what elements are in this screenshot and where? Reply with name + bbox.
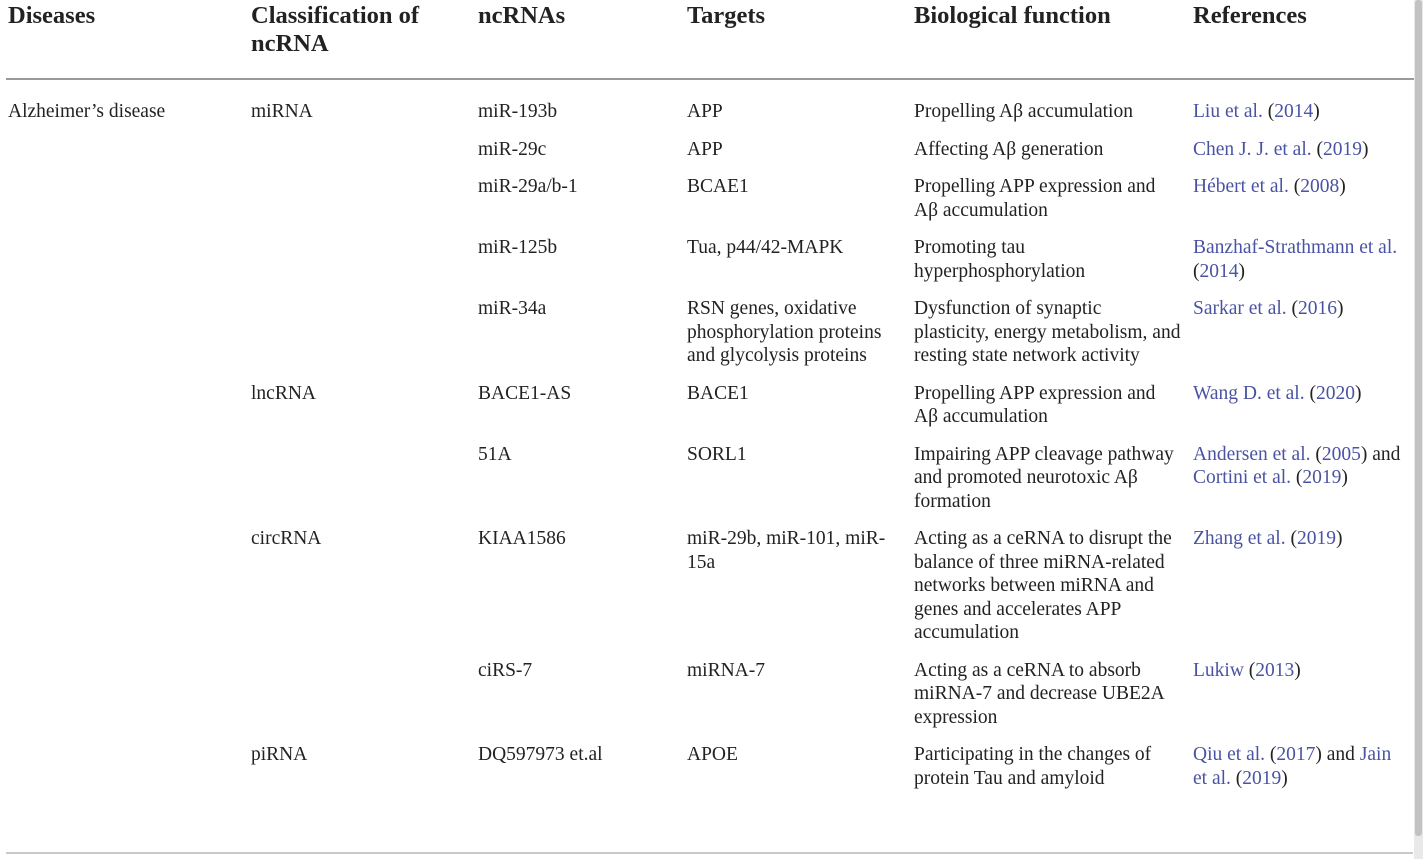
cell-references: Andersen et al. (2005) and Cortini et al. (2019) xyxy=(1193,443,1401,488)
cell-biological-function: Propelling APP expression and Aβ accumulation xyxy=(914,382,1156,427)
cell-targets: Tua, p44/42-MAPK xyxy=(687,237,844,258)
cell-ncrna: 51A xyxy=(478,443,512,465)
cell-disease xyxy=(6,659,249,744)
cell-targets: miRNA-7 xyxy=(687,659,765,681)
cell-references: Wang D. et al. (2020) xyxy=(1193,382,1362,404)
cell-classification xyxy=(249,175,476,236)
cell-classification: piRNA xyxy=(251,744,308,765)
cell-biological-function: Affecting Aβ generation xyxy=(914,138,1104,160)
cell-targets: BCAE1 xyxy=(687,176,749,197)
cell-classification xyxy=(249,443,476,528)
reference-year-link[interactable]: 2013 xyxy=(1255,659,1295,681)
cell-disease xyxy=(6,236,249,297)
table-row xyxy=(6,297,1414,382)
cell-references: Zhang et al. (2019) xyxy=(1193,528,1343,549)
cell-references: Sarkar et al. (2016) xyxy=(1193,298,1344,319)
scrollbar-thumb[interactable] xyxy=(1415,0,1422,836)
header-ncrnas: ncRNAs xyxy=(478,2,566,29)
cell-biological-function: Promoting tau hyperphosphorylation xyxy=(914,237,1086,282)
table-row xyxy=(6,743,1414,804)
cell-disease xyxy=(6,743,249,804)
cell-classification xyxy=(249,236,476,297)
reference-author-link[interactable]: Sarkar et al. xyxy=(1193,298,1287,319)
cell-classification: lncRNA xyxy=(251,382,316,404)
table-row xyxy=(6,443,1414,528)
table-row xyxy=(6,382,1414,443)
cell-ncrna: ciRS-7 xyxy=(478,659,533,681)
table-row xyxy=(6,138,1414,176)
cell-targets: APOE xyxy=(687,744,738,765)
cell-classification xyxy=(249,297,476,382)
cell-disease xyxy=(6,527,249,659)
reference-author-link[interactable]: Qiu et al. xyxy=(1193,744,1266,765)
cell-ncrna: miR-193b xyxy=(478,101,558,122)
reference-year-link[interactable]: 2019 xyxy=(1322,138,1362,160)
cell-disease xyxy=(6,175,249,236)
cell-disease xyxy=(6,382,249,443)
cell-references: Hébert et al. (2008) xyxy=(1193,176,1346,197)
table-row xyxy=(6,236,1414,297)
cell-references: Banzhaf-Strathmann et al. (2014) xyxy=(1193,237,1398,282)
reference-year-link[interactable]: 2019 xyxy=(1302,467,1342,488)
cell-biological-function: Impairing APP cleavage pathway and promoted neurotoxic Aβ formation xyxy=(914,443,1174,512)
reference-year-link[interactable]: 2020 xyxy=(1315,382,1355,404)
reference-author-link[interactable]: Banzhaf-Strathmann et al. xyxy=(1193,237,1398,258)
reference-year-link[interactable]: 2014 xyxy=(1274,101,1314,122)
cell-targets: APP xyxy=(687,138,723,160)
cell-targets: RSN genes, oxidative phosphorylation proteins and glycolysis proteins xyxy=(687,298,882,366)
reference-author-link[interactable]: Liu et al. xyxy=(1193,101,1263,122)
reference-joiner: and xyxy=(1367,443,1401,465)
cell-biological-function: Acting as a ceRNA to disrupt the balance of three miRNA-related networks between miRNA and genes and accelerates APP accumulation xyxy=(914,528,1172,643)
cell-ncrna: miR-29a/b-1 xyxy=(478,176,578,197)
reference-joiner: and xyxy=(1321,744,1360,765)
table-header xyxy=(6,0,1414,79)
reference-author-link[interactable]: Chen J. J. et al. xyxy=(1193,138,1312,160)
cell-biological-function: Dysfunction of synaptic plasticity, energy metabolism, and resting state network activity xyxy=(914,298,1181,366)
cell-ncrna: DQ597973 et.al xyxy=(478,744,603,765)
ncrna-table xyxy=(6,0,1414,804)
header-row xyxy=(6,0,1414,79)
reference-year-link[interactable]: 2019 xyxy=(1296,528,1336,549)
header-references: References xyxy=(1193,2,1307,29)
cell-biological-function: Propelling APP expression and Aβ accumulation xyxy=(914,176,1156,221)
cell-disease xyxy=(6,443,249,528)
reference-year-link[interactable]: 2016 xyxy=(1298,298,1338,319)
table-row xyxy=(6,79,1414,138)
cell-targets: BACE1 xyxy=(687,382,749,404)
cell-biological-function: Acting as a ceRNA to absorb miRNA-7 and decrease UBE2A expression xyxy=(914,659,1164,728)
cell-references: Liu et al. (2014) xyxy=(1193,101,1320,122)
cell-classification: miRNA xyxy=(251,101,313,122)
cell-biological-function: Propelling Aβ accumulation xyxy=(914,101,1133,122)
table-row xyxy=(6,659,1414,744)
vertical-scrollbar[interactable] xyxy=(1414,0,1423,859)
cell-references: Lukiw (2013) xyxy=(1193,659,1301,681)
reference-author-link[interactable]: Jain et al. xyxy=(1193,744,1392,789)
reference-author-link[interactable]: Wang D. et al. xyxy=(1193,382,1305,404)
cell-disease xyxy=(6,297,249,382)
reference-author-link[interactable]: Andersen et al. xyxy=(1193,443,1311,465)
cell-targets: miR-29b, miR-101, miR-15a xyxy=(687,528,886,573)
reference-year-link[interactable]: 2008 xyxy=(1300,176,1340,197)
cell-classification xyxy=(249,659,476,744)
reference-author-link[interactable]: Lukiw xyxy=(1193,659,1244,681)
cell-biological-function: Participating in the changes of protein Tau and amyloid xyxy=(914,744,1152,789)
cell-classification xyxy=(249,138,476,176)
header-biological-function: Biological function xyxy=(914,2,1111,29)
ncrna-table-container xyxy=(6,0,1414,804)
reference-year-link[interactable]: 2019 xyxy=(1242,767,1282,789)
header-classification: Classification of ncRNA xyxy=(251,2,420,57)
reference-author-link[interactable]: Hébert et al. xyxy=(1193,176,1289,197)
table-row xyxy=(6,175,1414,236)
cell-targets: SORL1 xyxy=(687,443,747,465)
table-bottom-rule xyxy=(6,852,1413,854)
cell-ncrna: KIAA1586 xyxy=(478,528,566,549)
cell-ncrna: miR-34a xyxy=(478,298,547,319)
table-row xyxy=(6,527,1414,659)
cell-classification: circRNA xyxy=(251,528,322,549)
cell-ncrna: miR-29c xyxy=(478,138,547,160)
table-body xyxy=(6,79,1414,804)
cell-disease: Alzheimer’s disease xyxy=(8,101,166,122)
cell-references: Chen J. J. et al. (2019) xyxy=(1193,138,1369,160)
reference-year-link[interactable]: 2005 xyxy=(1321,443,1361,465)
header-diseases: Diseases xyxy=(8,2,96,29)
reference-year-link[interactable]: 2014 xyxy=(1199,260,1239,282)
reference-author-link[interactable]: Zhang et al. xyxy=(1193,528,1286,549)
cell-ncrna: miR-125b xyxy=(478,237,558,258)
cell-ncrna: BACE1-AS xyxy=(478,382,572,404)
reference-year-link[interactable]: 2017 xyxy=(1276,744,1316,765)
header-targets: Targets xyxy=(687,2,766,29)
reference-author-link[interactable]: Cortini et al. xyxy=(1193,467,1292,488)
cell-targets: APP xyxy=(687,101,723,122)
cell-references: Qiu et al. (2017) and Jain et al. (2019) xyxy=(1193,744,1392,789)
cell-disease xyxy=(6,138,249,176)
